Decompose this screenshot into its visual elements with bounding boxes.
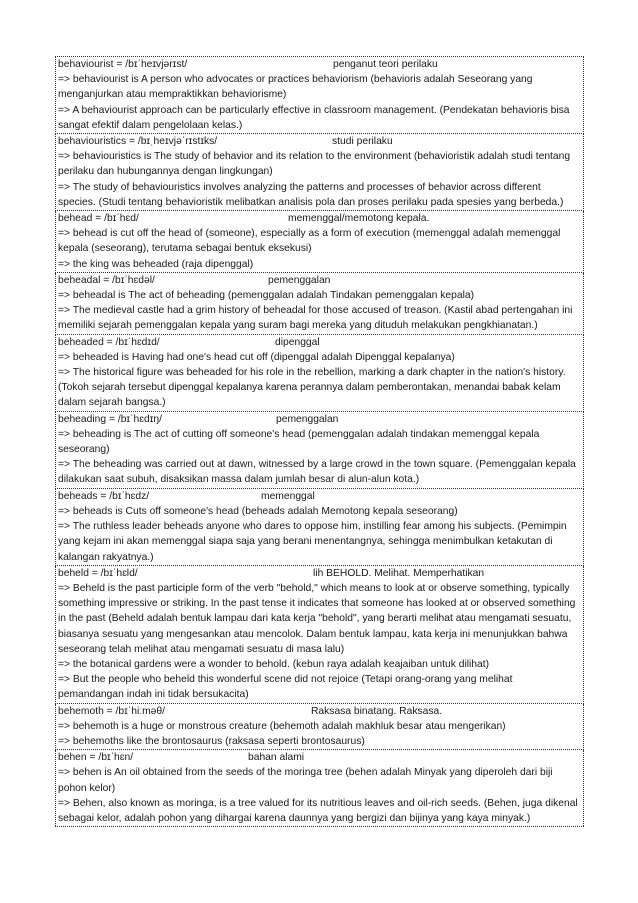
entry-row <box>55 273 584 335</box>
headword: behead = /bɪˈhɛd/ <box>58 213 139 225</box>
entry-row <box>55 412 584 489</box>
meaning: studi perilaku <box>332 136 393 148</box>
meaning: dipenggal <box>275 336 320 348</box>
definition-line: => The beheading was carried out at dawn, witnessed by a large crowd in the town square. (Pemenggalan kepala dilakukan saat subuh, disaksikan massa dalam jumlah besar di alun-alun kota.) <box>58 459 576 486</box>
entry-header <box>58 566 581 581</box>
entry-header <box>58 750 581 765</box>
meaning: lih BEHOLD. Melihat. Memperhatikan <box>313 567 485 579</box>
entry-row <box>55 134 584 211</box>
definition-line: => the king was beheaded (raja dipenggal) <box>58 258 254 270</box>
headword: behemoth = /bɪˈhiːməθ/ <box>58 705 165 717</box>
definition-line: => behemoths like the brontosaurus (raksasa seperti brontosaurus) <box>58 735 365 747</box>
entry-row <box>55 750 584 826</box>
definition-line: => But the people who beheld this wonderful scene did not rejoice (Tetapi orang-orang yang melihat pemandangan indah ini tidak bersukacita) <box>58 674 513 701</box>
entry-header <box>58 273 581 288</box>
definition-line: => Behen, also known as moringa, is a tree valued for its nutritious leaves and oil-rich seeds. (Behen, juga dikenal sebagai kelor, adalah pohon yang dihargai karena daunnya yang bergizi dan bijinya yang kaya minyak.) <box>58 797 578 824</box>
headword: behaviourist = /bɪˈheɪvjərɪst/ <box>58 59 188 70</box>
entry-row <box>55 489 584 566</box>
headword: beheadal = /bɪˈhɛdəl/ <box>58 274 155 286</box>
entry-header <box>58 211 581 226</box>
meaning: pemenggalan <box>276 413 339 425</box>
definition-line: => The historical figure was beheaded for his role in the rebellion, marking a dark chapter in the nation's history. (Tokoh sejarah tersebut dipenggal kepalanya karena perannya dalam pemberontakan, menandai babak kelam dalam sejarah bangsa.) <box>58 367 566 409</box>
entry-header <box>58 335 581 350</box>
definition-line: => A behaviourist approach can be particularly effective in classroom management. (Pendekatan behavioris bisa sangat efektif dalam pengelolaan kelas.) <box>58 104 570 131</box>
definition-line: => The medieval castle had a grim history of beheadal for those accused of treason. (Kastil abad pertengahan ini memiliki sejarah pemenggalan kepala yang suram bagi mereka yang dituduh melakukan pengkhianatan.) <box>58 305 573 332</box>
entry-header <box>58 704 581 719</box>
definition-line: => behead is cut off the head of (someone), especially as a form of execution (memenggal adalah memenggal kepala (seseorang), terutama sebagai bentuk eksekusi) <box>58 228 561 255</box>
entry-row <box>55 57 584 134</box>
entry-header <box>58 134 581 149</box>
definition-line: => The study of behaviouristics involves analyzing the patterns and processes of behavior across different species. (Studi tentang behavioristik melibatkan analisis pola dan proses perilaku pada spesies yang berbeda.) <box>58 181 564 208</box>
definition-line: => beheads is Cuts off someone's head (beheads adalah Memotong kepala seseorang) <box>58 505 458 517</box>
meaning: bahan alami <box>248 752 305 764</box>
definition-line: => beheading is The act of cutting off someone's head (pemenggalan adalah tindakan memenggal kepala seseorang) <box>58 428 540 456</box>
entry-row <box>55 335 584 412</box>
definition-line: => behaviourist is A person who advocates or practices behaviorism (behavioris adalah Seseorang yang menganjurkan atau mempraktikkan behaviorisme) <box>58 74 533 101</box>
definition-line: => behaviouristics is The study of behavior and its relation to the environment (behavioristik adalah studi tentang perilaku dan hubungannya dengan lingkungan) <box>58 151 571 178</box>
headword: behaviouristics = /bɪˌheɪvjəˈrɪstɪks/ <box>58 136 218 148</box>
entry-row <box>55 704 584 751</box>
meaning: penganut teori perilaku <box>333 59 438 70</box>
definition-line: => the botanical gardens were a wonder to behold. (kebun raya adalah keajaiban untuk dilihat) <box>58 658 490 670</box>
definition-line: => Beheld is the past participle form of the verb "behold," which means to look at or observe something, typically something impressive or striking. In the past tense it indicates that someone has looked at or observed something in the past (Beheld adalah bentuk lampau dari kata kerja "behold", yang berarti melihat atau mengamati sesuatu, biasanya sesuatu yang mengesankan atau mencolok. Dalam bentuk lampau, kata kerja ini menunjukkan bahwa seseorang telah melihat atau mengamati sesuatu di masa lalu) <box>58 582 576 655</box>
entry-header <box>58 57 581 72</box>
definition-line: => The ruthless leader beheads anyone who dares to oppose him, instilling fear among his subjects. (Pemimpin yang kejam ini akan memenggal siapa saja yang berani menentangnya, sehingga menimbulkan ketakutan di kalangan rakyatnya.) <box>58 521 567 563</box>
entry-header <box>58 412 581 427</box>
entry-row <box>55 566 584 704</box>
definition-line: => beheadal is The act of beheading (pemenggalan adalah Tindakan pemenggalan kepala) <box>58 290 475 302</box>
meaning: memenggal/memotong kepala. <box>288 213 430 225</box>
entry-header <box>58 489 581 504</box>
entry-row <box>55 211 584 273</box>
headword: beheld = /bɪˈhɛld/ <box>58 567 138 579</box>
dictionary-table <box>55 56 584 827</box>
meaning: Raksasa binatang. Raksasa. <box>311 705 443 717</box>
headword: beheaded = /bɪˈhɛdɪd/ <box>58 336 160 348</box>
meaning: memenggal <box>261 490 315 502</box>
definition-line: => beheaded is Having had one's head cut off (dipenggal adalah Dipenggal kepalanya) <box>58 351 455 363</box>
meaning: pemenggalan <box>268 274 331 286</box>
headword: beheads = /bɪˈhɛdz/ <box>58 490 150 502</box>
headword: behen = /bɪˈhɛn/ <box>58 752 134 764</box>
definition-line: => behen is An oil obtained from the seeds of the moringa tree (behen adalah Minyak yang diperoleh dari biji pohon kelor) <box>58 767 553 794</box>
definition-line: => behemoth is a huge or monstrous creature (behemoth adalah makhluk besar atau mengerikan) <box>58 720 506 732</box>
headword: beheading = /bɪˈhɛdɪŋ/ <box>58 413 162 425</box>
